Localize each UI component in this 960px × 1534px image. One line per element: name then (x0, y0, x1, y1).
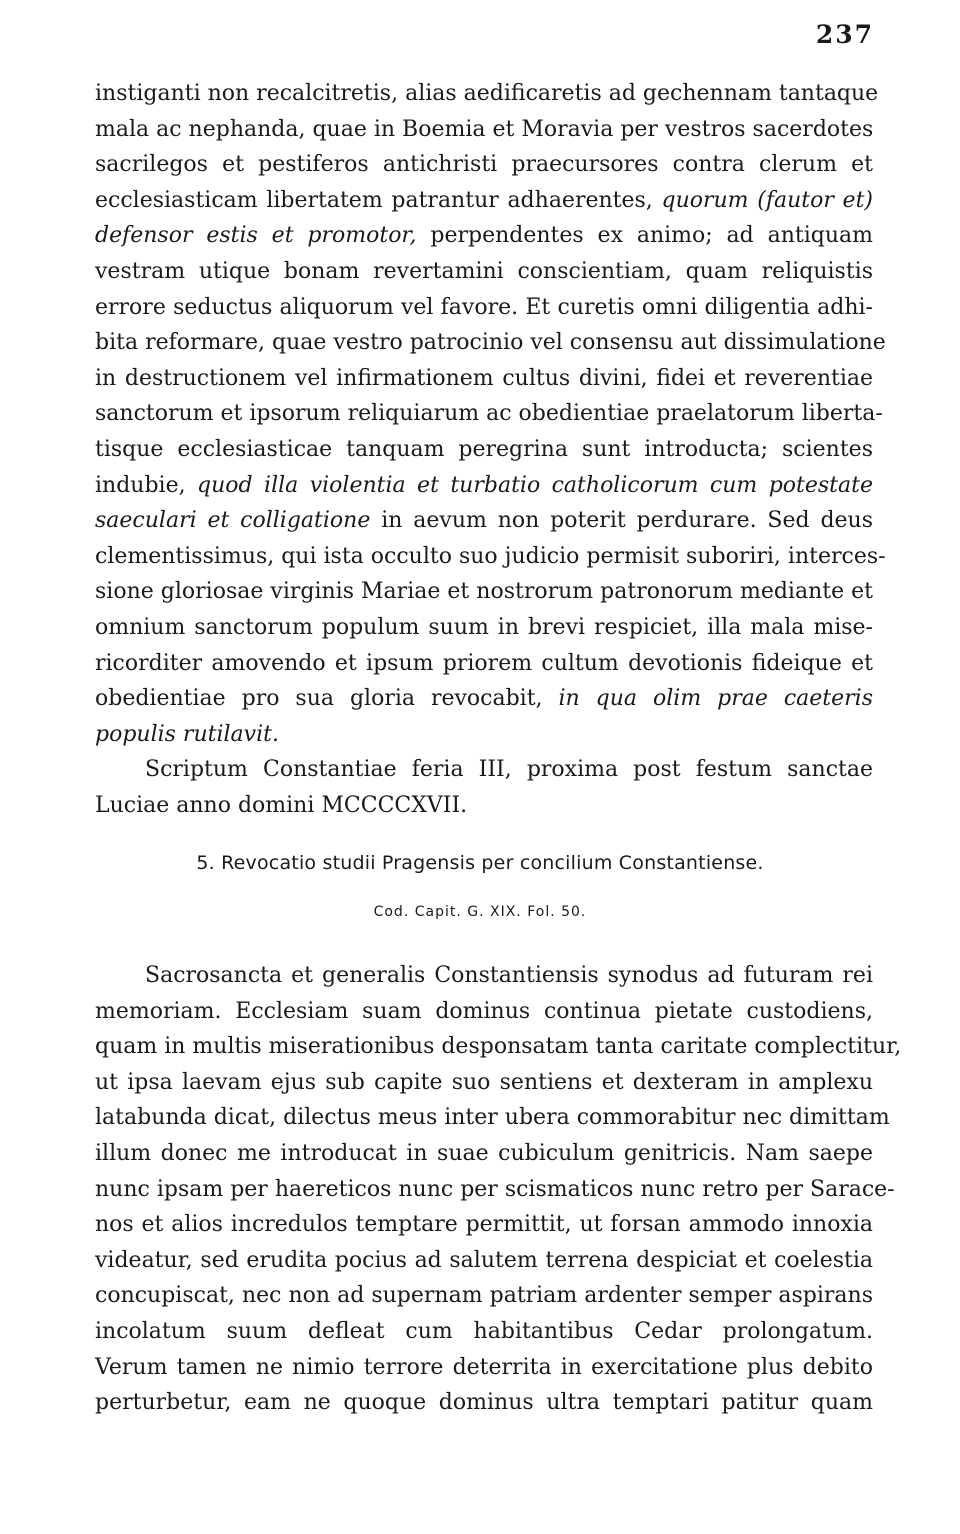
text-segment: concupiscat, nec non ad supernam patriam ardenter semper aspirans (95, 1283, 873, 1309)
decree-body-paragraph (95, 958, 902, 1421)
italic-text-segment: quorum (fautor et) (661, 187, 873, 213)
text-segment: Luciae anno domini MCCCCXVII. (95, 792, 468, 818)
text-line (95, 1385, 873, 1421)
text-line (95, 1100, 890, 1136)
text-segment: sione gloriosae virginis Mariae et nostrorum patronorum mediante et (95, 579, 873, 605)
text-line (95, 681, 873, 717)
text-segment: obedientiae pro sua gloria revocabit, (95, 686, 559, 712)
text-segment: latabunda dicat, dilectus meus inter ubera commorabitur nec dimittam (95, 1105, 890, 1131)
text-line (95, 147, 873, 183)
text-segment: illum donec me introducat in suae cubiculum genitricis. Nam saepe (95, 1140, 873, 1166)
text-line (95, 610, 873, 646)
text-segment: sacrilegos et pestiferos antichristi praecursores contra clerum et (95, 152, 873, 178)
text-line (95, 994, 873, 1030)
text-line (95, 1172, 895, 1208)
text-segment: Scriptum Constantiae feria III, proxima post festum sanctae (145, 757, 873, 783)
text-segment: incolatum suum defleat cum habitantibus Cedar prolongatum. (95, 1318, 873, 1344)
text-segment: Sacrosancta et generalis Constantiensis synodus ad futuram rei (145, 963, 873, 988)
text-segment: sanctorum et ipsorum reliquiarum ac obedientiae praelatorum liberta- (95, 401, 883, 427)
text-line (95, 717, 873, 753)
text-segment: indubie, (95, 472, 198, 498)
text-segment: errore seductus aliquorum vel favore. Et curetis omni diligentia adhi- (95, 294, 873, 320)
text-segment: tisque ecclesiasticae tanquam peregrina sunt introducta; scientes (95, 436, 873, 462)
text-line (95, 1136, 873, 1172)
text-segment: quam in multis miserationibus desponsatam tanta caritate complectitur, (95, 1034, 902, 1060)
section-heading: 5. Revocatio studii Pragensis per concilium Constantiense. (196, 852, 764, 874)
text-segment: ricorditer amovendo et ipsum priorem cultum devotionis fideique et (95, 650, 873, 676)
text-line (95, 218, 873, 254)
italic-text-segment: in qua olim prae caeteris (558, 686, 873, 712)
text-segment: clementissimus, qui ista occulto suo judicio permisit suboriri, interces- (95, 543, 886, 569)
text-line (95, 788, 873, 824)
text-line (95, 1029, 902, 1065)
text-line (95, 112, 873, 148)
text-line (95, 574, 873, 610)
text-segment: vestram utique bonam revertamini conscientiam, quam reliquistis (95, 258, 873, 284)
text-line (95, 1065, 873, 1101)
text-segment: perpendentes ex animo; ad antiquam (416, 223, 873, 249)
text-segment: memoriam. Ecclesiam suam dominus continua pietate custodiens, (95, 998, 873, 1024)
text-line (95, 183, 873, 219)
text-line (95, 752, 873, 788)
italic-text-segment: populis rutilavit. (95, 721, 279, 747)
source-reference: Cod. Capit. G. XIX. Fol. 50. (373, 904, 587, 920)
italic-text-segment: defensor estis et promotor, (95, 223, 417, 249)
text-line (95, 76, 879, 112)
text-segment: omnium sanctorum populum suum in brevi respiciet, illa mala mise- (95, 614, 873, 640)
text-segment: in aevum non poterit perdurare. Sed deus (370, 508, 873, 534)
text-segment: Verum tamen ne nimio terrore deterrita in exercitatione plus debito (95, 1354, 873, 1380)
text-line (95, 254, 873, 290)
text-line (95, 1278, 873, 1314)
text-line (95, 539, 886, 575)
text-line (95, 290, 873, 326)
page-number: 237 (815, 20, 874, 49)
text-segment: mala ac nephanda, quae in Boemia et Moravia per vestros sacerdotes (95, 116, 874, 142)
italic-text-segment: saeculari et colligatione (95, 508, 371, 534)
text-line (95, 1243, 873, 1279)
text-segment: nos et alios incredulos temptare permittit, ut forsan ammodo innoxia (95, 1212, 873, 1238)
text-segment: bita reformare, quae vestro patrocinio vel consensu aut dissimulatione (95, 330, 886, 356)
text-line (95, 468, 873, 504)
letter-body-paragraph (95, 76, 886, 823)
text-line (95, 646, 873, 682)
text-line (95, 1350, 873, 1386)
text-segment: nunc ipsam per haereticos nunc per scismaticos nunc retro per Sarace- (95, 1176, 895, 1202)
text-line (95, 503, 873, 539)
text-segment: ecclesiasticam libertatem patrantur adhaerentes, (95, 187, 662, 213)
text-segment: instiganti non recalcitretis, alias aedificaretis ad gechennam tantaque (95, 81, 879, 106)
text-line (95, 361, 873, 397)
text-line (95, 325, 886, 361)
text-segment: videatur, sed erudita pocius ad salutem terrena despiciat et coelestia (95, 1247, 873, 1273)
text-line (95, 396, 883, 432)
text-segment: perturbetur, eam ne quoque dominus ultra temptari patitur quam (95, 1390, 873, 1416)
text-segment: in destructionem vel infirmationem cultus divini, fidei et reverentiae (95, 365, 873, 391)
text-line (95, 432, 873, 468)
text-segment: ut ipsa laevam ejus sub capite suo sentiens et dexteram in amplexu (95, 1069, 873, 1095)
text-line (95, 1207, 873, 1243)
italic-text-segment: quod illa violentia et turbatio catholicorum cum potestate (197, 472, 873, 498)
text-line (95, 1314, 873, 1350)
text-line (95, 958, 873, 994)
